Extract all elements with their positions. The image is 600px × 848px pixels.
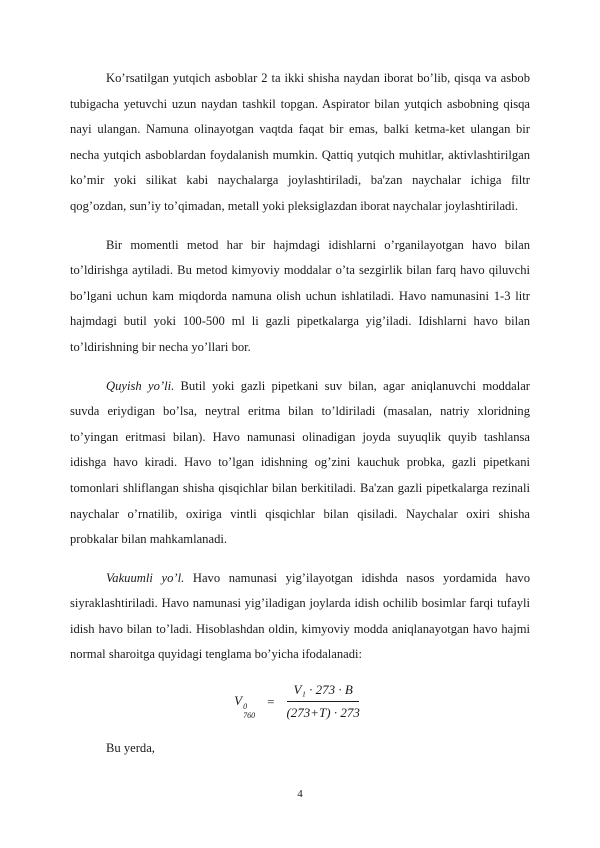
vacuum-method-text: Havo namunasi yig’ilayotgan idishda nasos yordamida havo siyraklashtiriladi. Havo namunasi yig’iladigan joylarda idish ochilib bosimlar farqi tufayli idish havo bilan to’ladi. Hisoblashdan oldin, kimyoviy modda aniqlanayotgan havo hajmi normal sharoitga quyidagi tenglama bo’yicha ifodalanadi: <box>70 570 531 662</box>
paragraph-single-moment-method: Bir momentli metod har bir hajmdagi idishlarni o’rganilayotgan havo bilan to’ldirishga aytiladi. Bu metod kimyoviy moddalar o’ta sezgirlik bilan farq havo qiluvchi bo’lgani uchun kam miqdorda namuna olish uchun ishlatiladi. Havo namunasini 1-3 litr hajmdagi butil yoki 100-500 ml li gazli pipetkalarga yig’iladi. Idishlarni havo bilan to’ldirishning bir necha yo’llari bor. <box>70 237 530 354</box>
paragraph-vacuum-method <box>70 566 530 668</box>
formula-lhs-sub: 760 <box>243 710 256 720</box>
page-number: 4 <box>297 788 303 800</box>
formula-lhs <box>234 688 256 720</box>
formula-fraction <box>280 681 365 722</box>
formula-lhs-base: V <box>234 692 243 708</box>
page-body <box>70 66 530 775</box>
paragraph-pouring-method <box>70 374 530 553</box>
volume-formula <box>70 681 530 722</box>
paragraph-absorbers: Ko’rsatilgan yutqich asboblar 2 ta ikki shisha naydan iborat bo’lib, qisqa va asbob tubigacha yetuvchi uzun naydan tashkil topgan. Aspirator bilan yutqich asbobning qisqa nayi ulangan. Namuna olinayotgan vaqtda faqat bir emas, balki ketma-ket ulangan bir necha yutqich asboblardan foydalanish mumkin. Qattiq yutqich muhitlar, aktivlashtirilgan ko’mir yoki silikat kabi naychalarga joylashtiriladi, ba'zan naychalar ichiga filtr qog’ozdan, sun’iy to’qimadan, metall yoki pleksiglazdan iborat naychalar joylashtiriladi. <box>70 71 530 213</box>
vacuum-method-heading: Vakuumli yo’l. <box>106 570 185 585</box>
formula-numerator: V₁ · 273 · B <box>287 681 358 702</box>
paragraph-where: Bu yerda, <box>106 741 155 756</box>
formula-lhs-sup: 0 <box>243 701 248 711</box>
pouring-method-heading: Quyish yo’li. <box>106 378 175 393</box>
formula-denominator: (273+T) · 273 <box>286 705 360 721</box>
pouring-method-text: Butil yoki gazli pipetkani suv bilan, agar aniqlanuvchi moddalar suvda eriydigan bo’lsa, neytral eritma bilan to’ldiriladi (masalan, natriy xloridning to’yingan eritmasi bilan). Havo namunasi olinadigan joyda suyuqlik quyib tashlansa idishga havo kiradi. Havo to’lgan idishning og’zini kauchuk probka, gazli pipetkani tomonlari shliflangan shisha qisqichlar bilan berkitiladi. Ba'zan gazli pipetkalarga rezinali naychalar o’rnatilib, oxiriga vintli qisqichlar bilan qisiladi. Naychalar oxiri shisha probkalar bilan mahkamlanadi. <box>70 378 530 547</box>
formula-equals: = <box>267 693 275 709</box>
